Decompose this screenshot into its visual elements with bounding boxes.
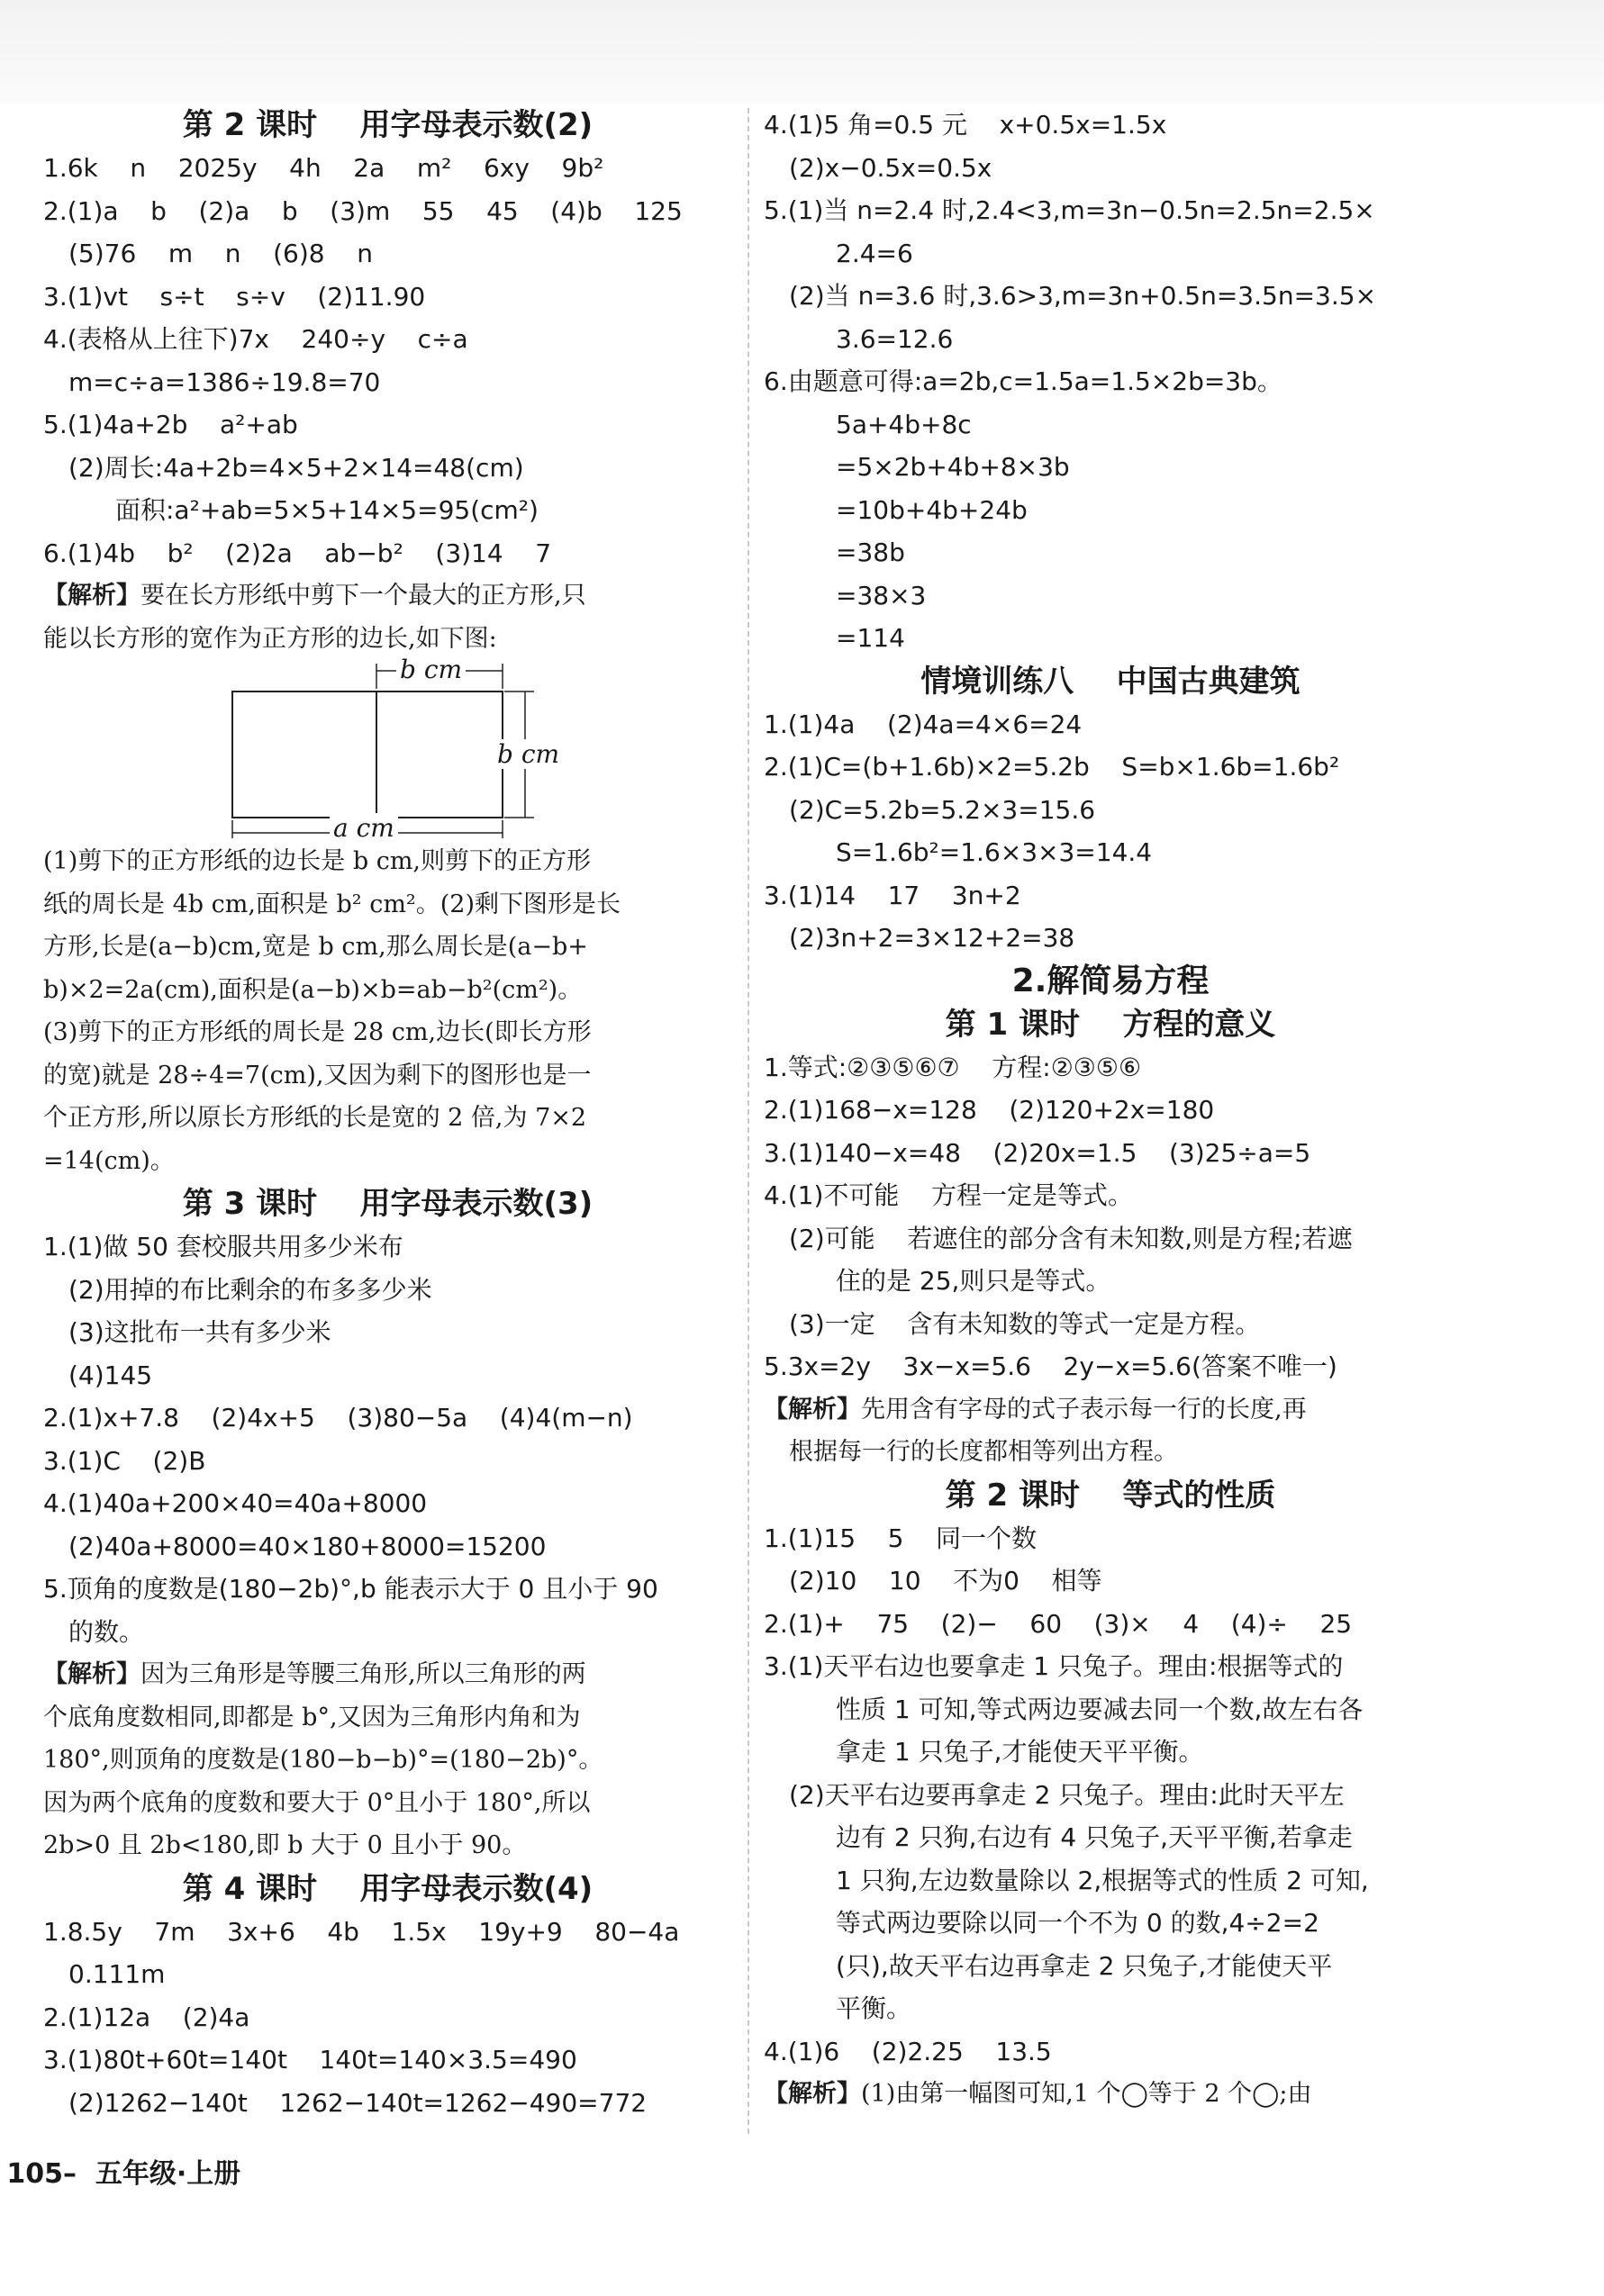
explanation-line: 纸的周长是 4b cm,面积是 b² cm²。(2)剩下图形是长 xyxy=(43,890,621,918)
section-title-lesson2: 第 2 课时 用字母表示数(2) xyxy=(182,107,594,143)
answer-line: 2.(1)+ 75 (2)− 60 (3)× 4 (4)÷ 25 xyxy=(764,1608,1353,1639)
answer-line: =10b+4b+24b xyxy=(836,494,1028,525)
answer-line: (2)3n+2=3×12+2=38 xyxy=(789,923,1075,953)
answer-line: =5×2b+4b+8×3b xyxy=(836,452,1070,482)
explanation-line xyxy=(764,2073,1457,2116)
answer-line: 2.4=6 xyxy=(836,238,913,268)
answer-line: 5a+4b+8c xyxy=(836,409,972,439)
explanation-line: =14(cm)。 xyxy=(43,1146,175,1175)
answer-line: 5.(1)当 n=2.4 时,2.4<3,m=3n−0.5n=2.5n=2.5× xyxy=(764,195,1375,225)
rectangle-diagram xyxy=(43,655,732,843)
answer-line: 4.(1)5 角=0.5 元 x+0.5x=1.5x xyxy=(764,110,1167,140)
explanation-line: (1)剪下的正方形纸的边长是 b cm,则剪下的正方形 xyxy=(43,847,592,875)
answer-line: 4.(1)不可能 方程一定是等式。 xyxy=(764,1180,1133,1210)
answer-line: 3.(1)140−x=48 (2)20x=1.5 (3)25÷a=5 xyxy=(764,1137,1311,1168)
answer-line: (2)10 10 不为0 相等 xyxy=(789,1566,1102,1595)
answer-line: =38b xyxy=(836,538,905,567)
explanation-line xyxy=(43,574,732,618)
answer-line: (4)145 xyxy=(68,1360,153,1390)
left-column xyxy=(43,104,732,2124)
answer-line: (2)用掉的布比剩余的布多多少米 xyxy=(68,1274,432,1305)
answer-line: 1 只狗,左边数量除以 2,根据等式的性质 2 可知, xyxy=(836,1865,1369,1895)
answer-line: =114 xyxy=(836,623,905,653)
answer-line: 2.(1)12a (2)4a xyxy=(43,2002,250,2032)
section-title-lesson4: 第 4 课时 用字母表示数(4) xyxy=(182,1870,594,1907)
answer-line: 拿走 1 只兔子,才能使天平平衡。 xyxy=(836,1737,1204,1767)
explanation-line: 个正方形,所以原长方形纸的长是宽的 2 倍,为 7×2 xyxy=(43,1104,587,1132)
explanation-text: 因为三角形是等腰三角形,所以三角形的两 xyxy=(140,1660,586,1688)
answer-line: 4.(1)6 (2)2.25 13.5 xyxy=(764,2036,1052,2066)
page-footer xyxy=(0,2152,240,2197)
section-title-equation-properties: 第 2 课时 等式的性质 xyxy=(945,1477,1276,1514)
answer-line: 面积:a²+ab=5×5+14×5=95(cm²) xyxy=(115,495,539,525)
answer-line: =38×3 xyxy=(836,580,927,610)
answer-line: 2.(1)a b (2)a b (3)m 55 45 (4)b 125 xyxy=(43,195,683,226)
answer-line: 1.6k n 2025y 4h 2a m² 6xy 9b² xyxy=(43,153,604,183)
grade-label: 五年级·上册 xyxy=(95,2158,241,2190)
answer-line: 3.(1)14 17 3n+2 xyxy=(764,880,1021,910)
answer-line: 4.(表格从上往下)7x 240÷y c÷a xyxy=(43,324,468,354)
explanation-text: 先用含有字母的式子表示每一行的长度,再 xyxy=(861,1395,1307,1424)
answer-line: 1.(1)做 50 套校服共用多少米布 xyxy=(43,1232,403,1261)
answer-line: 3.(1)80t+60t=140t 140t=140×3.5=490 xyxy=(43,2045,577,2075)
explanation-text: 要在长方形纸中剪下一个最大的正方形,只 xyxy=(140,582,586,610)
explanation-line xyxy=(43,1653,732,1696)
section-title-equation-meaning: 第 1 课时 方程的意义 xyxy=(945,1006,1276,1043)
answer-line: (3)这批布一共有多少米 xyxy=(68,1317,331,1347)
answer-line: 5.(1)4a+2b a²+ab xyxy=(43,410,298,439)
answer-line: 1.8.5y 7m 3x+6 4b 1.5x 19y+9 80−4a xyxy=(43,1916,680,1947)
answer-line: 3.6=12.6 xyxy=(836,323,954,354)
explanation-tag: 【解析】 xyxy=(764,2080,861,2108)
explanation-line: 2b>0 且 2b<180,即 b 大于 0 且小于 90。 xyxy=(43,1831,527,1859)
answer-line: (2)可能 若遮住的部分含有未知数,则是方程;若遮 xyxy=(789,1223,1353,1253)
answer-line: S=1.6b²=1.6×3×3=14.4 xyxy=(836,837,1153,867)
answer-line: 0.111m xyxy=(68,1959,166,1989)
answer-line: 5.顶角的度数是(180−2b)°,b 能表示大于 0 且小于 90 xyxy=(43,1574,658,1604)
answer-line: (3)一定 含有未知数的等式一定是方程。 xyxy=(789,1308,1261,1339)
explanation-line: b)×2=2a(cm),面积是(a−b)×b=ab−b²(cm²)。 xyxy=(43,975,583,1004)
answer-line: m=c÷a=1386÷19.8=70 xyxy=(68,366,381,397)
answer-line: 3.(1)C (2)B xyxy=(43,1445,206,1476)
answer-line: 住的是 25,则只是等式。 xyxy=(836,1266,1111,1296)
label-top-b-cm: b cm xyxy=(396,655,466,684)
answer-line: 边有 2 只狗,右边有 4 只兔子,天平平衡,若拿走 xyxy=(836,1822,1353,1852)
section-title-scenario8: 情境训练八 中国古典建筑 xyxy=(920,663,1300,700)
explanation-line: (3)剪下的正方形纸的周长是 28 cm,边长(即长方形 xyxy=(43,1018,592,1046)
rectangle-outline xyxy=(232,692,503,818)
explanation-line: 180°,则顶角的度数是(180−b−b)°=(180−2b)°。 xyxy=(43,1746,603,1774)
section-title-lesson3: 第 3 课时 用字母表示数(3) xyxy=(182,1186,594,1222)
explanation-text: (1)由第一幅图可知,1 个◯等于 2 个◯;由 xyxy=(861,2080,1312,2108)
answer-line: 2.(1)C=(b+1.6b)×2=5.2b S=b×1.6b=1.6b² xyxy=(764,752,1340,782)
explanation-line xyxy=(764,1388,1457,1432)
page-number: 105 xyxy=(6,2158,63,2190)
explanation-line: 根据每一行的长度都相等列出方程。 xyxy=(789,1438,1178,1466)
answer-line: 平衡。 xyxy=(836,1993,912,2023)
answer-line: 6.由题意可得:a=2b,c=1.5a=1.5×2b=3b。 xyxy=(764,366,1282,396)
answer-line: (2)周长:4a+2b=4×5+2×14=48(cm) xyxy=(68,452,524,483)
answer-line: 4.(1)40a+200×40=40a+8000 xyxy=(43,1488,428,1518)
answer-line: 1.等式:②③⑤⑥⑦ 方程:②③⑤⑥ xyxy=(764,1052,1142,1082)
answer-line: (5)76 m n (6)8 n xyxy=(68,239,373,268)
answer-line: (2)x−0.5x=0.5x xyxy=(789,152,992,183)
explanation-tag: 【解析】 xyxy=(764,1395,861,1424)
label-bottom-a-cm: a cm xyxy=(330,813,398,843)
answer-line: 5.3x=2y 3x−x=5.6 2y−x=5.6(答案不唯一) xyxy=(764,1351,1337,1381)
column-divider xyxy=(748,108,749,2134)
answer-line: 3.(1)vt s÷t s÷v (2)11.90 xyxy=(43,281,426,312)
answer-line: (2)C=5.2b=5.2×3=15.6 xyxy=(789,794,1096,825)
answer-line: (2)1262−140t 1262−140t=1262−490=772 xyxy=(68,2087,648,2118)
explanation-line: 个底角度数相同,即都是 b°,又因为三角形内角和为 xyxy=(43,1703,581,1731)
answer-line: 1.(1)15 5 同一个数 xyxy=(764,1523,1038,1553)
answer-line: (2)当 n=3.6 时,3.6>3,m=3n+0.5n=3.5n=3.5× xyxy=(789,281,1377,311)
explanation-line: 能以长方形的宽作为正方形的边长,如下图: xyxy=(43,624,497,653)
answer-line: 3.(1)天平右边也要拿走 1 只兔子。理由:根据等式的 xyxy=(764,1651,1344,1681)
answer-line: 2.(1)x+7.8 (2)4x+5 (3)80−5a (4)4(m−n) xyxy=(43,1403,633,1433)
right-column xyxy=(764,104,1457,2116)
answer-line: 等式两边要除以同一个不为 0 的数,4÷2=2 xyxy=(836,1908,1319,1938)
answer-line: (只),故天平右边再拿走 2 只兔子,才能使天平 xyxy=(836,1950,1333,1981)
answer-line: (2)40a+8000=40×180+8000=15200 xyxy=(68,1531,547,1561)
explanation-tag: 【解析】 xyxy=(43,582,140,610)
answer-line: 2.(1)168−x=128 (2)120+2x=180 xyxy=(764,1095,1215,1125)
explanation-tag: 【解析】 xyxy=(43,1660,140,1688)
answer-line: 6.(1)4b b² (2)2a ab−b² (3)14 7 xyxy=(43,538,552,568)
answer-line: 1.(1)4a (2)4a=4×6=24 xyxy=(764,709,1083,739)
page-header-band xyxy=(0,0,1604,104)
answer-line: 的数。 xyxy=(68,1616,145,1647)
label-side-b-cm: b cm xyxy=(494,739,563,769)
footer-dash: – xyxy=(63,2158,77,2190)
explanation-line: 方形,长是(a−b)cm,宽是 b cm,那么周长是(a−b+ xyxy=(43,933,588,961)
answer-line: (2)天平右边要再拿走 2 只兔子。理由:此时天平左 xyxy=(789,1779,1345,1810)
explanation-line: 的宽)就是 28÷4=7(cm),又因为剩下的图形也是一 xyxy=(43,1061,592,1089)
answer-line: 性质 1 可知,等式两边要减去同一个数,故左右各 xyxy=(836,1694,1364,1724)
chapter-title-equations: 2.解简易方程 xyxy=(1011,962,1210,999)
explanation-line: 因为两个底角的度数和要大于 0°且小于 180°,所以 xyxy=(43,1788,591,1817)
